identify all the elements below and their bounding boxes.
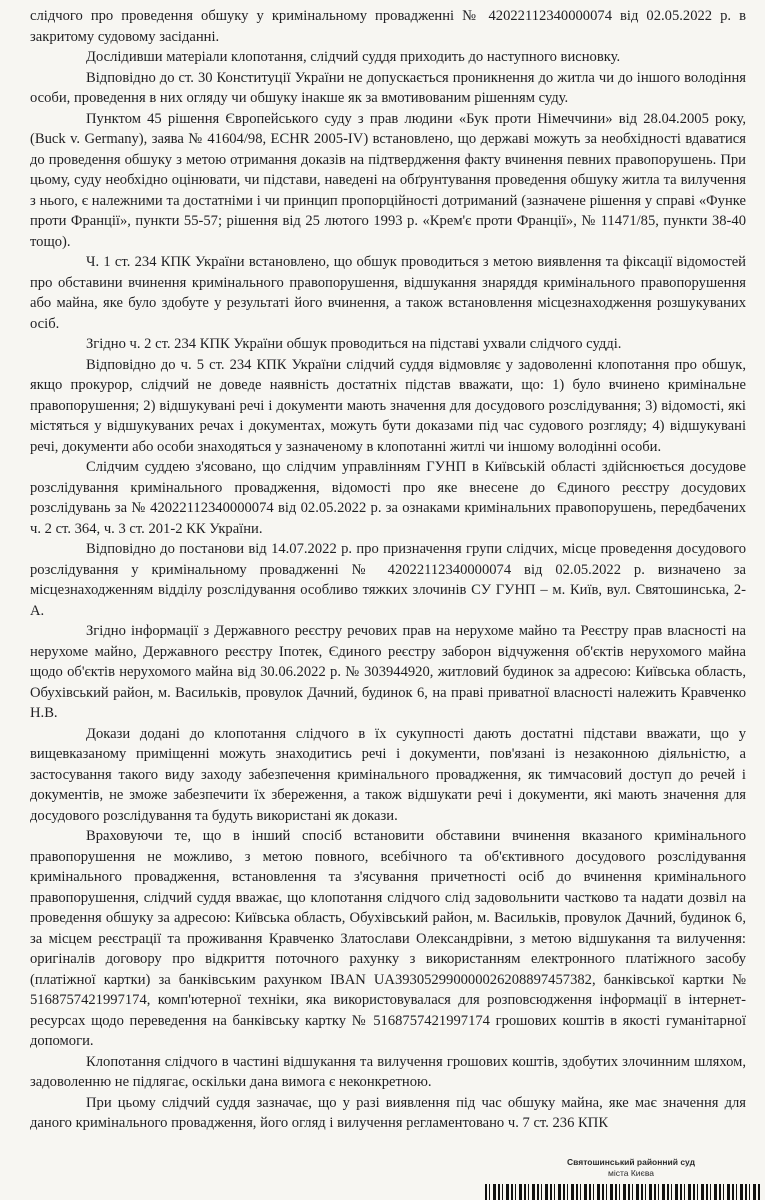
paragraph-5: Ч. 1 ст. 234 КПК України встановлено, що обшук проводиться з метою виявлення та фіксації відомостей про обставини вчинення кримінального правопорушення, відшукання знаряддя кримінального правопорушення або майна, яке було здобуте у результаті його вчинення, а також встановлення місцезнаходження розшукуваних осіб. [30,254,746,332]
paragraph-3: Відповідно до ст. 30 Конституції України не допускається проникнення до житла чи до іншого володіння особи, проведення в них огляду чи обшуку інакше як за вмотивованим рішенням суду. [30,69,746,106]
stamp-line-2: міста Києва [607,1168,655,1178]
stamp-line-1: Святошинський районний суд [567,1157,695,1167]
paragraph-7: Відповідно до ч. 5 ст. 234 КПК України слідчий суддя відмовляє у задоволенні клопотання про обшук, якщо прокурор, слідчий не доведе наявність достатніх підстав вважати, що: 1) було вчинено кримінальне правопорушення; 2) відшукувані речі і документи мають значення для досудового розслідування; 3) відомості, які містяться у відшукуваних речах і документах, можуть бути доказами під час судового розгляду; 4) відшукувані речі, документи або особи знаходяться у зазначеному в клопотанні житлі чи іншому володінні особи. [30,356,746,455]
document-body [30,6,746,1134]
paragraph-8: Слідчим суддею з'ясовано, що слідчим управлінням ГУНП в Київській області здійснюється досудове розслідування кримінального провадження, відомості про яке внесене до Єдиного реєстру досудових розслідувань за № 42022112340000074 від 02.05.2022 р. за ознаками кримінальних правопорушень, передбачених ч. 2 ст. 364, ч. 3 ст. 201-2 КК України. [30,459,746,537]
paragraph-6: Згідно ч. 2 ст. 234 КПК України обшук проводиться на підставі ухвали слідчого судді. [86,336,622,352]
paragraph-11: Докази додані до клопотання слідчого в їх сукупності дають достатні підстави вважати, що у вищевказаному приміщенні можуть знаходитись речі і документи, пов'язані із незаконною діяльністю, а застосування такого виду заходу забезпечення кримінального провадження, як тимчасовий доступ до речей і документів, не зможе забезпечити їх збереження, а також відшукати речі і документи, які мають значення для досудового розслідування та будуть використані як докази. [30,725,746,824]
paragraph-13: Клопотання слідчого в частині відшукання та вилучення грошових коштів, здобутих злочинним шляхом, задоволенню не підлягає, оскільки дана вимога є неконкретною. [30,1053,746,1090]
court-stamp [552,1157,710,1179]
paragraph-4: Пунктом 45 рішення Європейського суду з прав людини «Бук проти Німеччини» від 28.04.2005 року, (Buck v. Germany), заява № 41604/98, ECHR 2005-IV) встановлено, що державі можуть за необхідності вдаватися до проведення обшуку з метою отримання доказів на підтвердження факту вчинення певних правопорушень. При цьому, суду необхідно оцінювати, чи підстави, наведені на обґрунтування проведення обшуку житла та вилучення з нього, є належними та достатніми і чи принцип пропорційності дотриманий (зазначене рішення у справі «Функе проти Франції», пункти 55-57; рішення від 25 лютого 1993 р. «Крем'є проти Франції», № 11471/85, пункти 38-40 тощо). [30,110,746,250]
paragraph-10: Згідно інформації з Державного реєстру речових прав на нерухоме майно та Реєстру прав власності на нерухоме майно, Державного реєстру Іпотек, Єдиного реєстру заборон відчуження об'єктів нерухомого майна щодо об'єктів нерухомого майна від 30.06.2022 р. № 303944920, житловий будинок за адресою: Київська область, Обухівський район, м. Васильків, провулок Дачний, будинок 6, на праві приватної власності належить Кравченко Н.В. [30,623,746,721]
paragraph-9: Відповідно до постанови від 14.07.2022 р. про призначення групи слідчих, місце проведення досудового розслідування у кримінальному провадженні № 42022112340000074 від 02.05.2022 р. визначено за місцезнаходженням відділу розслідування особливо тяжких злочинів СУ ГУНП – м. Київ, вул. Святошинська, 2-А. [30,541,746,619]
paragraph-12: Враховуючи те, що в інший спосіб встановити обставини вчинення вказаного кримінального правопорушення не можливо, з метою повного, всебічного та об'єктивного досудового розслідування кримінального провадження, встановлення та з'ясування причетності осіб до вчинення кримінального правопорушення, слідчий суддя вважає, що клопотання слідчого слід задовольнити частково та надати дозвіл на проведення обшуку за адресою: Київська область, Обухівський район, м. Васильків, провулок Дачний, будинок 6, за місцем реєстрації та проживання Кравченко Златослави Олександрівни, з метою відшукання та вилучення: оригіналів договору про відкриття поточного рахунку з використанням електронного платіжного засобу (платіжної картки) за банківським рахунком IBAN UA393052990000026208897457382, банківської картки № 5168757421997174, комп'ютерної техніки, яка використовувалася для розповсюдження інформації в інтернет-ресурсах щодо переведення на банківську картку № 5168757421997174 грошових коштів в якості гуманітарної допомоги. [30,828,746,1049]
paragraph-14: При цьому слідчий суддя зазначає, що у разі виявлення під час обшуку майна, яке має значення для даного кримінального провадження, його огляд і вилучення регламентовано ч. 7 ст. 236 КПК [30,1094,746,1131]
barcode [485,1184,760,1200]
paragraph-1: слідчого про проведення обшуку у кримінальному провадженні № 42022112340000074 від 02.05.2022 р. в закритому судовому засіданні. [30,8,746,45]
paragraph-2: Дослідивши матеріали клопотання, слідчий суддя приходить до наступного висновку. [86,49,621,65]
